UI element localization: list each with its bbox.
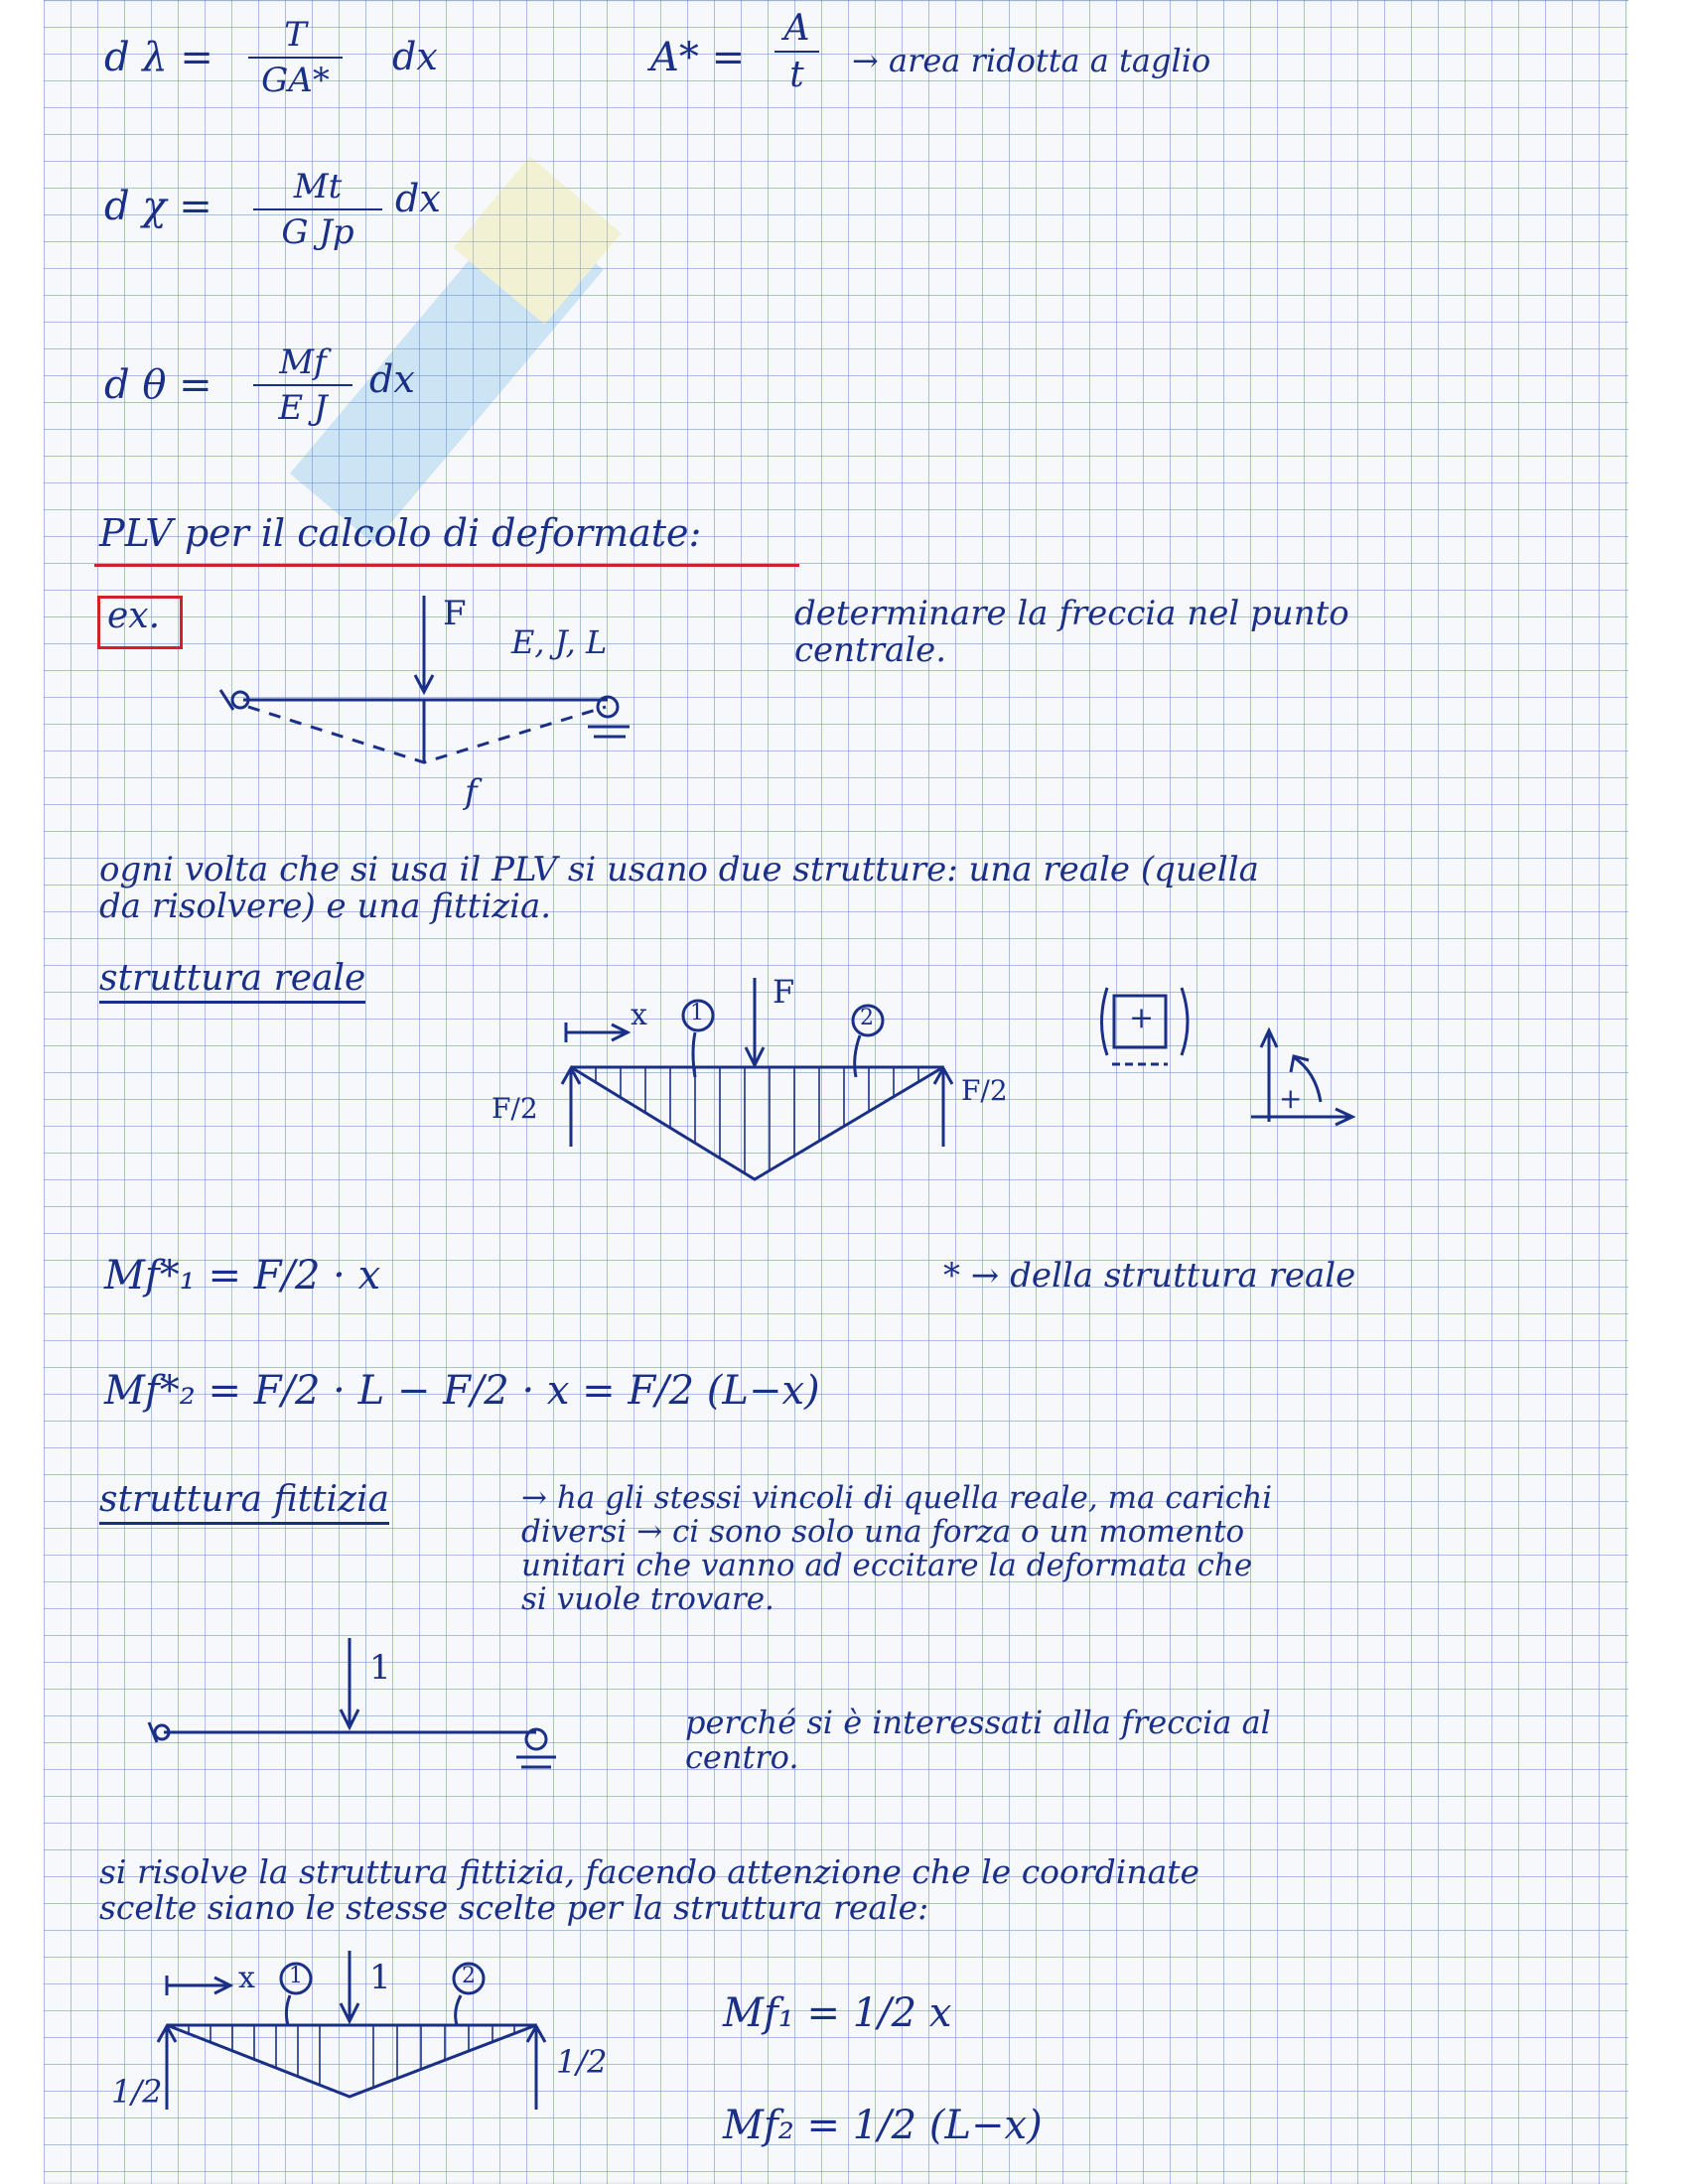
example-task: determinare la freccia nel punto centrale. <box>794 594 1349 671</box>
real-region-1-label: 1 <box>690 1001 704 1025</box>
fict-equation-2: Mf₂ = 1/2 (L−x) <box>723 2103 1043 2148</box>
formula-3-tail: dx <box>369 357 415 401</box>
formula-1b-num: A <box>783 8 810 49</box>
area-note: → area ridotta a taglio <box>852 42 1211 79</box>
formula-2-den: G Jp <box>281 212 354 252</box>
unit-load-label: 1 <box>369 1648 391 1688</box>
example-label: ex. <box>107 596 161 636</box>
example-force-label: F <box>443 594 467 633</box>
fict-region-1-label: 1 <box>289 1964 303 1988</box>
right-reaction-label: F/2 <box>961 1074 1008 1107</box>
fict-region-1-pointer <box>286 1995 290 2025</box>
formula-1-lhs: d λ = <box>104 35 213 80</box>
formula-3-lhs: d θ = <box>104 362 212 408</box>
formula-1-num: T <box>284 15 307 55</box>
real-equation-2: Mf*₂ = F/2 · L − F/2 · x = F/2 (L−x) <box>104 1368 820 1414</box>
real-equation-1: Mf*₁ = F/2 · x <box>104 1253 381 1298</box>
real-region-2-label: 2 <box>860 1006 874 1030</box>
formula-1-tail: dx <box>392 35 438 78</box>
fictitious-reason: perché si è interessati alla freccia al centro. <box>685 1704 1271 1777</box>
fict-x-label: x <box>238 1961 255 1995</box>
sign-axes-label: + <box>1279 1082 1303 1115</box>
formula-1-den: GA* <box>261 61 330 100</box>
section-heading: PLV per il calcolo di deformate: <box>99 511 702 555</box>
fict-unit-load-label: 1 <box>369 1958 391 1997</box>
real-load-label: F <box>773 973 795 1011</box>
fictitious-description: → ha gli stessi vincoli di quella reale, ma carichi diversi → ci sono solo una forza o un momento unitari che vanno ad eccitare la deformata che si vuole trovare. <box>521 1480 1273 1618</box>
fict-right-reaction-label: 1/2 <box>556 2043 608 2081</box>
fict-equation-1: Mf₁ = 1/2 x <box>723 1990 952 2036</box>
formula-1b-den: t <box>789 55 804 95</box>
fict-left-reaction-label: 1/2 <box>111 2073 163 2111</box>
real-structure-title: struttura reale <box>99 958 365 1004</box>
formula-2-tail: dx <box>395 177 441 220</box>
real-x-label: x <box>631 998 647 1032</box>
real-equation-note: * → della struttura reale <box>943 1256 1356 1296</box>
formula-2-num: Mt <box>293 167 343 206</box>
example-properties: E, J, L <box>511 623 608 661</box>
solve-instruction: si risolve la struttura fittizia, facendo attenzione che le coordinate scelte siano le stesse scelte per la struttura reale: <box>99 1852 1200 1928</box>
fict-moment-hatching <box>189 2025 514 2088</box>
fictitious-structure-title: struttura fittizia <box>99 1479 389 1525</box>
fict-region-2-label: 2 <box>462 1964 476 1988</box>
deflection-label: f <box>465 772 478 812</box>
fict-moment-outline <box>167 2025 536 2097</box>
formula-3-num: Mf <box>279 342 327 382</box>
formula-3-den: E J <box>278 388 328 428</box>
sign-box-label: + <box>1129 1001 1155 1035</box>
fict-region-2-pointer <box>456 1995 461 2025</box>
left-reaction-label: F/2 <box>492 1092 538 1125</box>
intro-text: ogni volta che si usa il PLV si usano due strutture: una reale (quella da risolvere) e una fittizia. <box>99 850 1259 927</box>
formula-2-lhs: d χ = <box>104 184 212 229</box>
formula-1b-lhs: A* = <box>650 35 746 80</box>
